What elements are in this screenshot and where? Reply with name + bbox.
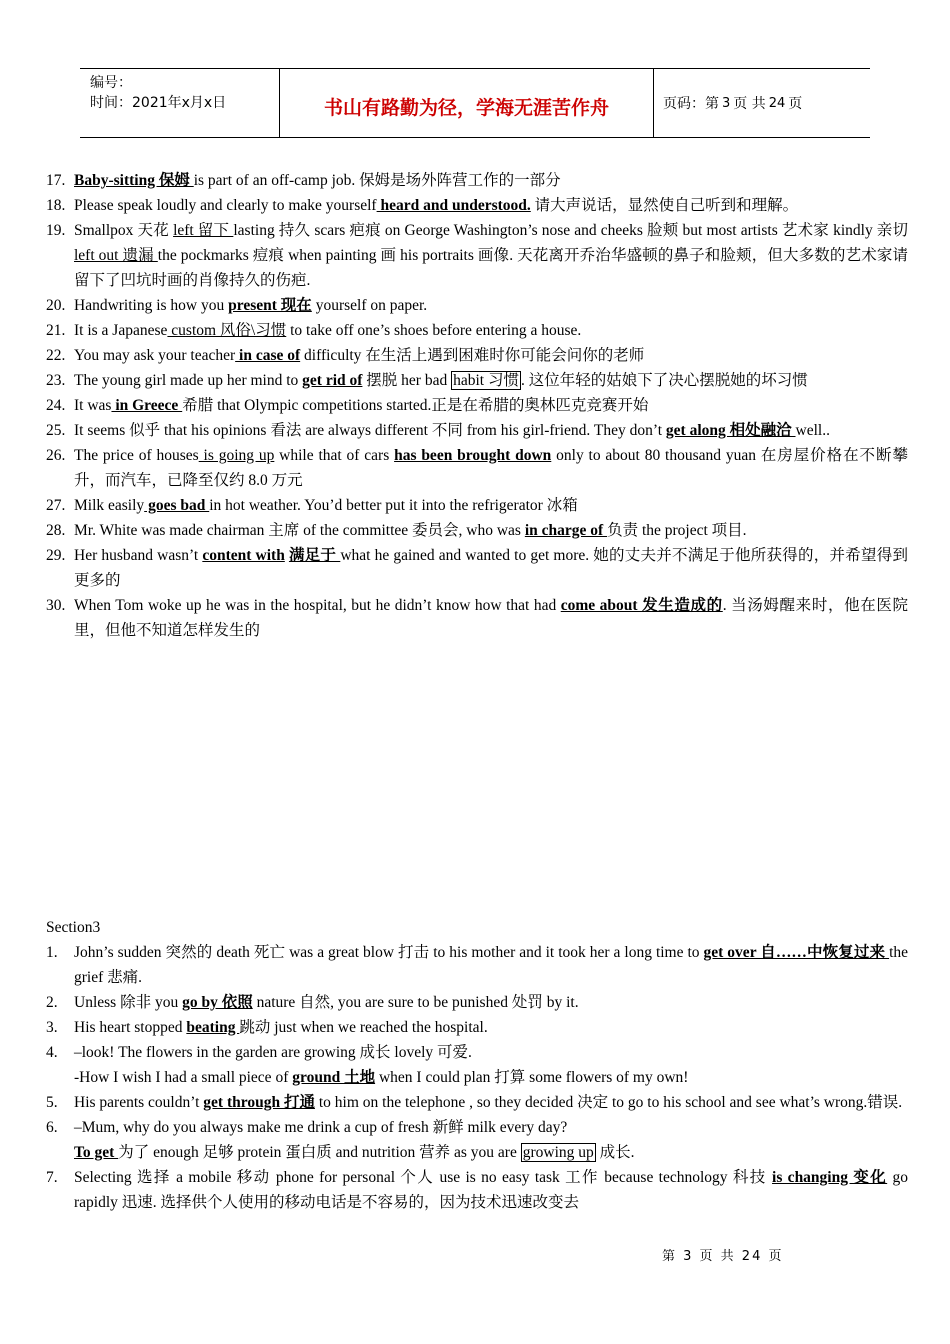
header-page-info [654, 69, 870, 137]
key-phrase: left 留下 [173, 222, 234, 239]
page-end-label: 页 [788, 96, 803, 112]
list-item: 21. It is a Japanese custom 风俗\习惯 to take off one’s shoes before entering a house. [46, 322, 582, 339]
key-phrase: is going up [198, 447, 275, 464]
key-phrase: content with [202, 547, 285, 564]
key-phrase: ground 土地 [292, 1069, 376, 1086]
boxed-word: habit 习惯 [453, 372, 519, 389]
boxed-word: growing up [522, 1144, 594, 1161]
list-item: 22. You may ask your teacher in case of difficulty 在生活上遇到困难时你可能会问你的老师 [46, 347, 645, 364]
list-item: 20. Handwriting is how you present 现在 yourself on paper. [46, 297, 428, 314]
page-header [80, 68, 870, 138]
key-phrase: left out 遗漏 [74, 247, 158, 264]
key-phrase: heard and understood. [376, 197, 531, 214]
list-item: 23. The young girl made up her mind to get rid of 摆脱 her bad habit 习惯 . 这位年轻的姑娘下了决心摆脱她的坏习惯 [46, 372, 808, 389]
page-label: 页码：第 [663, 96, 719, 112]
number-label: 编号： [90, 75, 132, 91]
list-item: 18. Please speak loudly and clearly to make yourself heard and understood. 请大声说话，显然使自己听到和理解。 [46, 197, 799, 214]
key-phrase: in Greece [111, 397, 183, 414]
key-phrase: beating [186, 1019, 240, 1036]
list-item: 24. It was in Greece 希腊 that Olympic competitions started.正是在希腊的奥林匹克竞赛开始 [46, 397, 649, 414]
key-phrase: present 现在 [228, 297, 312, 314]
key-phrase: To get [74, 1144, 119, 1161]
list-item: 1. John’s sudden 突然的 death 死亡 was a great blow 打击 to his mother and it took her a long time to get over 自……中恢复过来 the grief 悲痛. [46, 944, 908, 986]
list-item: 5. His parents couldn’t get through 打通 to him on the telephone , so they decided 决定 to go to his school and see what’s wrong.错误. [46, 1094, 903, 1111]
header-motto: 书山有路勤为径，学海无涯苦作舟 [280, 69, 654, 137]
key-phrase: Baby-sitting 保姆 [74, 172, 194, 189]
list-item: 6. –Mum, why do you always make me drink a cup of fresh 新鲜 milk every day? To get 为了 enough 足够 protein 蛋白质 and nutrition 营养 as you are growing up 成长. [46, 1119, 635, 1161]
key-phrase: get over 自……中恢复过来 [703, 944, 890, 961]
key-phrase: custom 风俗\习惯 [167, 322, 287, 339]
list-item: 7. Selecting 选择 a mobile 移动 phone for personal 个人 use is no easy task 工作 because technology 科技 is changing 变化 go rapidly 迅速. 选择供个人使用的移动电话是不容易的，因为技术迅速改变去 [46, 1169, 908, 1211]
key-phrase: is changing 变化 [772, 1169, 888, 1186]
key-phrase: 满足于 [288, 547, 341, 564]
vocab-list-section3 [46, 940, 908, 1215]
vocab-list-1 [46, 168, 908, 643]
list-item: 25. It seems 似乎 that his opinions 看法 are always different 不同 from his girl-friend. They don’t get along 相处融洽 well.. [46, 422, 830, 439]
list-item: 28. Mr. White was made chairman 主席 of the committee 委员会, who was in charge of 负责 the project 项目. [46, 522, 747, 539]
section-title: Section3 [46, 919, 101, 936]
key-phrase: get rid of [302, 372, 363, 389]
key-phrase: go by 依照 [182, 994, 253, 1011]
list-item: 30. When Tom woke up he was in the hospital, but he didn’t know how that had come about 发生造成的. 当汤姆醒来时，他在医院里，但他不知道怎样发生的 [46, 597, 908, 639]
list-item: 26. The price of houses is going up while that of cars has been brought down only to about 80 thousand yuan 在房屋价格在不断攀升，而汽车，已降至仅约 8.0 万元 [46, 447, 908, 489]
time-label: 时间：2021年x月x日 [90, 95, 227, 111]
key-phrase: in charge of [524, 522, 608, 539]
page-number: 3 [722, 95, 731, 111]
list-item: 27. Milk easily goes bad in hot weather. You’d better put it into the refrigerator 冰箱 [46, 497, 578, 514]
key-phrase: has been brought down [394, 447, 552, 464]
key-phrase: get along 相处融洽 [665, 422, 796, 439]
list-item: 17. Baby-sitting 保姆 is part of an off-camp job. 保姆是场外阵营工作的一部分 [46, 172, 561, 189]
header-meta [80, 69, 280, 137]
list-item: 2. Unless 除非 you go by 依照 nature 自然, you are sure to be punished 处罚 by it. [46, 994, 579, 1011]
list-item: 29. Her husband wasn’t content with 满足于 what he gained and wanted to get more. 她的丈夫并不满足于他所获得的，并希望得到更多的 [46, 547, 908, 589]
list-item: 19. Smallpox 天花 left 留下 lasting 持久 scars 疤痕 on George Washington’s nose and cheeks 脸颊 but most artists 艺术家 kindly 亲切 left out 遗漏 the pockmarks 痘痕 when painting 画 his portraits 画像. 天花离开乔治华盛顿的鼻子和脸颊，但大多数的艺术家请留下了凹坑时画的肖像持久的伤疤. [46, 222, 909, 289]
page-footer: 第 3 页 共 24 页 [662, 1249, 784, 1264]
key-phrase: in case of [235, 347, 301, 364]
list-item: 4. –look! The flowers in the garden are growing 成长 lovely 可爱. -How I wish I had a small piece of ground 土地 when I could plan 打算 some flowers of my own! [46, 1044, 689, 1086]
key-phrase: goes bad [144, 497, 210, 514]
key-phrase: come about 发生造成的 [560, 597, 723, 614]
key-phrase: get through 打通 [203, 1094, 315, 1111]
page-total: 24 [768, 95, 786, 111]
list-item: 3. His heart stopped beating 跳动 just when we reached the hospital. [46, 1019, 488, 1036]
page-mid-label: 页 共 [733, 96, 766, 112]
